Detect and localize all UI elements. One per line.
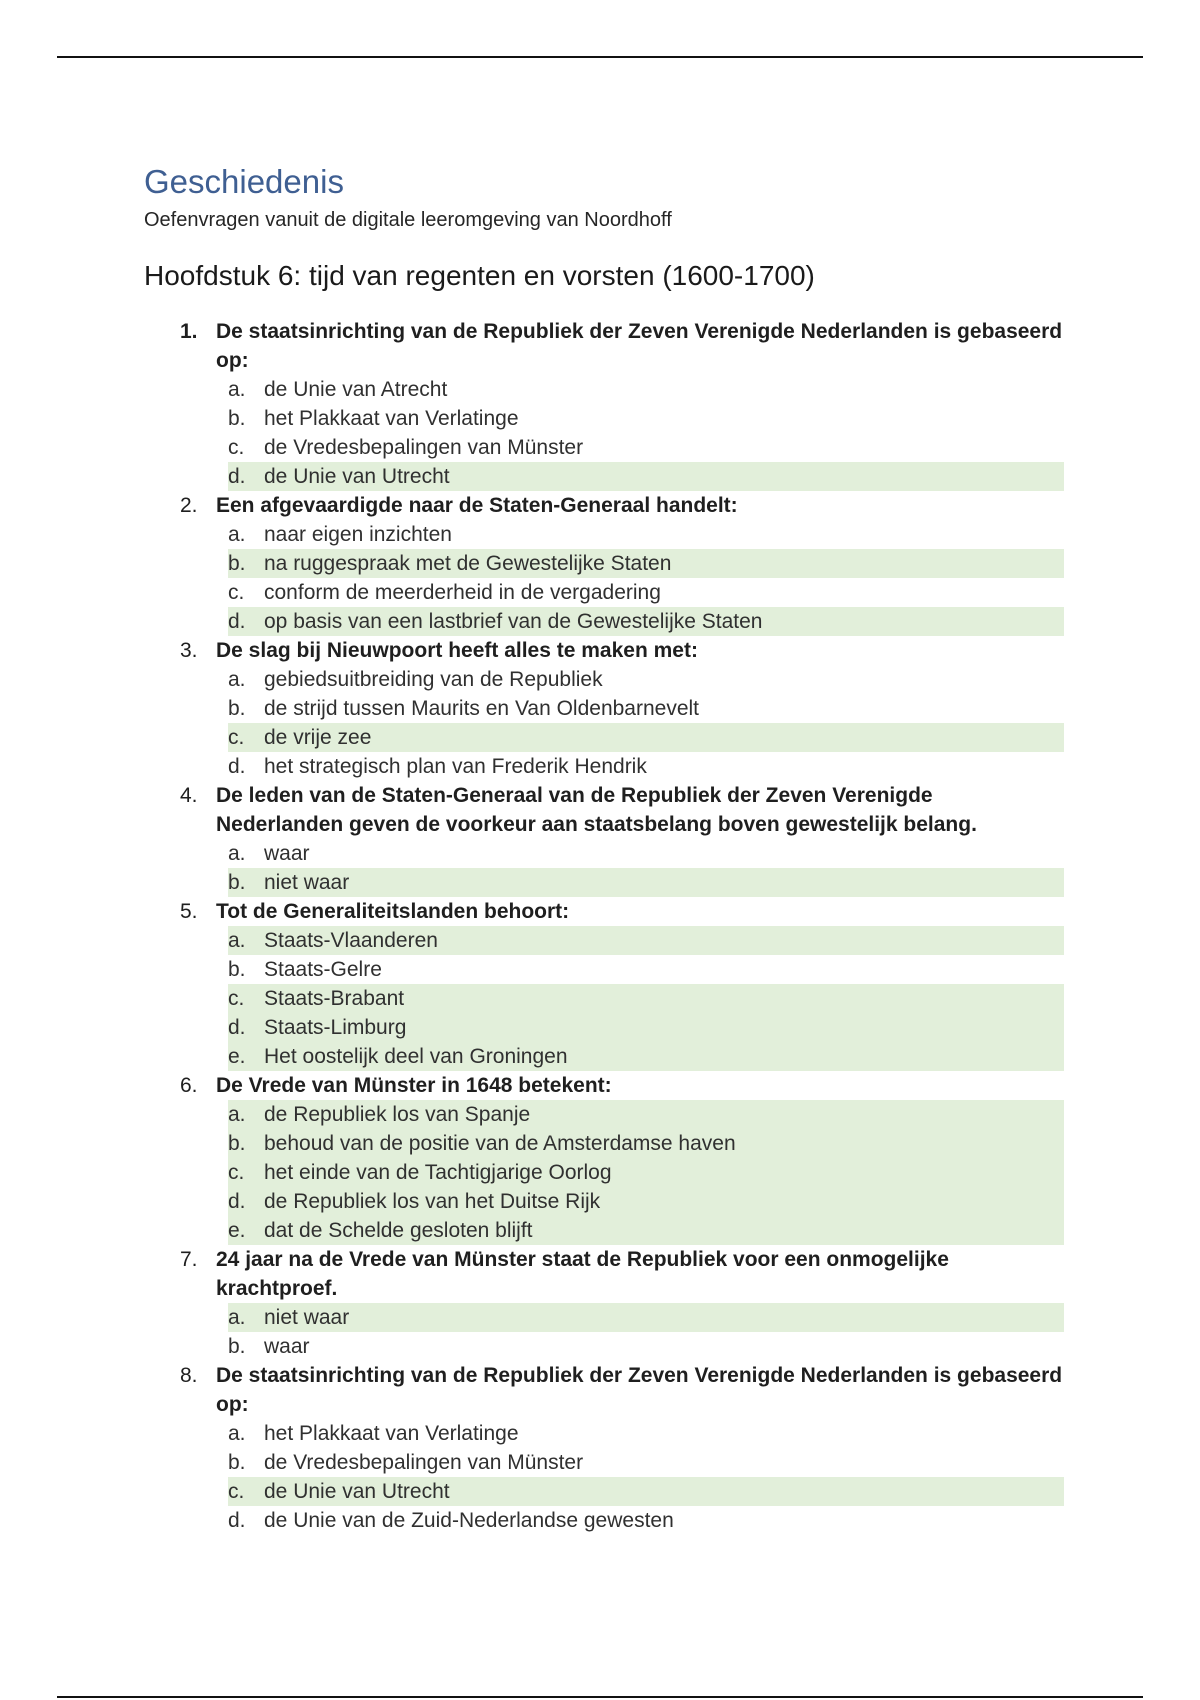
- answer-option: [228, 839, 1064, 868]
- option-letter: c.: [228, 726, 245, 750]
- option-letter: d.: [228, 465, 246, 489]
- option-text: conform de meerderheid in de vergadering: [264, 581, 661, 605]
- question-label: Tot de Generaliteitslanden behoort:: [216, 900, 570, 924]
- answer-option: [228, 607, 1064, 636]
- option-text: het strategisch plan van Frederik Hendrik: [264, 755, 647, 779]
- option-letter: e.: [228, 1045, 246, 1069]
- option-letter: a.: [228, 1306, 246, 1330]
- answer-option: [228, 1332, 1064, 1361]
- option-letter: a.: [228, 1103, 246, 1127]
- question-text: [144, 1361, 1064, 1419]
- option-letter: c.: [228, 436, 245, 460]
- option-text: Staats-Limburg: [264, 1016, 407, 1040]
- option-letter: a.: [228, 668, 246, 692]
- answer-option: [228, 578, 1064, 607]
- option-text: het Plakkaat van Verlatinge: [264, 407, 519, 431]
- question-number: 3.: [180, 639, 198, 663]
- question-text: [144, 897, 1064, 926]
- question-number: 7.: [180, 1248, 198, 1272]
- question-text: [144, 1071, 1064, 1100]
- option-text: de Unie van de Zuid-Nederlandse gewesten: [264, 1509, 674, 1533]
- option-letter: b.: [228, 1335, 246, 1359]
- answer-option: [228, 433, 1064, 462]
- answer-option: [228, 926, 1064, 955]
- question-list: [144, 317, 1064, 1535]
- option-letter: d.: [228, 610, 246, 634]
- option-letter: d.: [228, 1016, 246, 1040]
- answer-option: [228, 955, 1064, 984]
- option-text: de Republiek los van Spanje: [264, 1103, 531, 1127]
- header-rule: [57, 56, 1143, 58]
- question-label: 24 jaar na de Vrede van Münster staat de Republiek voor een onmogelijke krachtproef.: [216, 1248, 949, 1301]
- question-number: 4.: [180, 784, 198, 808]
- option-letter: a.: [228, 378, 246, 402]
- question-text: [144, 491, 1064, 520]
- option-letter: e.: [228, 1219, 246, 1243]
- answer-options: [144, 665, 1064, 781]
- answer-option: [228, 984, 1064, 1013]
- answer-option: [228, 1013, 1064, 1042]
- answer-options: [144, 375, 1064, 491]
- option-text: de Republiek los van het Duitse Rijk: [264, 1190, 601, 1214]
- answer-options: [144, 839, 1064, 897]
- option-text: de Unie van Utrecht: [264, 465, 450, 489]
- option-text: waar: [264, 842, 310, 866]
- answer-option: [228, 694, 1064, 723]
- question-text: [144, 636, 1064, 665]
- option-text: de Unie van Utrecht: [264, 1480, 450, 1504]
- document-title: Geschiedenis: [144, 163, 344, 200]
- option-text: waar: [264, 1335, 310, 1359]
- answer-option: [228, 520, 1064, 549]
- option-letter: b.: [228, 1451, 246, 1475]
- option-letter: c.: [228, 987, 245, 1011]
- option-text: Staats-Brabant: [264, 987, 405, 1011]
- option-text: gebiedsuitbreiding van de Republiek: [264, 668, 603, 692]
- option-letter: b.: [228, 958, 246, 982]
- question-number: 1.: [180, 320, 198, 344]
- answer-options: [144, 1419, 1064, 1535]
- option-letter: b.: [228, 697, 246, 721]
- answer-option: [228, 375, 1064, 404]
- option-letter: c.: [228, 1480, 245, 1504]
- answer-option: [228, 665, 1064, 694]
- question-1: [144, 317, 1064, 491]
- chapter-heading: Hoofdstuk 6: tijd van regenten en vorsten (1600-1700): [144, 260, 815, 291]
- option-letter: a.: [228, 842, 246, 866]
- answer-option: [228, 1303, 1064, 1332]
- answer-option: [228, 723, 1064, 752]
- option-text: de Vredesbepalingen van Münster: [264, 1451, 584, 1475]
- answer-option: [228, 1129, 1064, 1158]
- option-text: naar eigen inzichten: [264, 523, 452, 547]
- answer-option: [228, 1100, 1064, 1129]
- answer-options: [144, 1100, 1064, 1245]
- option-text: na ruggespraak met de Gewestelijke Staten: [264, 552, 672, 576]
- option-letter: a.: [228, 523, 246, 547]
- answer-option: [228, 1506, 1064, 1535]
- option-text: Staats-Gelre: [264, 958, 382, 982]
- option-letter: b.: [228, 552, 246, 576]
- option-text: behoud van de positie van de Amsterdamse haven: [264, 1132, 736, 1156]
- document-body: [144, 162, 1064, 1535]
- document-subtitle: Oefenvragen vanuit de digitale leeromgeving van Noordhoff: [144, 209, 672, 231]
- question-4: [144, 781, 1064, 897]
- option-text: de Vredesbepalingen van Münster: [264, 436, 584, 460]
- answer-option: [228, 404, 1064, 433]
- option-text: Het oostelijk deel van Groningen: [264, 1045, 568, 1069]
- answer-option: [228, 1448, 1064, 1477]
- question-text: [144, 317, 1064, 375]
- answer-option: [228, 868, 1064, 897]
- question-7: [144, 1245, 1064, 1361]
- option-text: niet waar: [264, 871, 350, 895]
- question-number: 5.: [180, 900, 198, 924]
- question-label: De Vrede van Münster in 1648 betekent:: [216, 1074, 612, 1098]
- option-text: dat de Schelde gesloten blijft: [264, 1219, 533, 1243]
- answer-option: [228, 462, 1064, 491]
- question-label: De leden van de Staten-Generaal van de Republiek der Zeven Verenigde Nederlanden geven de voorkeur aan staatsbelang boven gewestelijk belang.: [216, 784, 977, 837]
- option-text: op basis van een lastbrief van de Gewestelijke Staten: [264, 610, 763, 634]
- question-8: [144, 1361, 1064, 1535]
- option-text: het Plakkaat van Verlatinge: [264, 1422, 519, 1446]
- option-text: niet waar: [264, 1306, 350, 1330]
- option-letter: d.: [228, 1509, 246, 1533]
- question-label: De slag bij Nieuwpoort heeft alles te maken met:: [216, 639, 698, 663]
- question-5: [144, 897, 1064, 1071]
- option-letter: c.: [228, 1161, 245, 1185]
- answer-option: [228, 1477, 1064, 1506]
- option-text: de Unie van Atrecht: [264, 378, 448, 402]
- question-number: 8.: [180, 1364, 198, 1388]
- answer-options: [144, 1303, 1064, 1361]
- answer-option: [228, 1419, 1064, 1448]
- answer-options: [144, 926, 1064, 1071]
- footer-rule: [57, 1696, 1143, 1698]
- answer-options: [144, 520, 1064, 636]
- answer-option: [228, 1187, 1064, 1216]
- question-label: Een afgevaardigde naar de Staten-Generaal handelt:: [216, 494, 738, 518]
- question-text: [144, 781, 1064, 839]
- option-letter: d.: [228, 755, 246, 779]
- answer-option: [228, 1042, 1064, 1071]
- answer-option: [228, 1216, 1064, 1245]
- question-number: 6.: [180, 1074, 198, 1098]
- question-label: De staatsinrichting van de Republiek der Zeven Verenigde Nederlanden is gebaseerd op:: [216, 1364, 1063, 1417]
- question-number: 2.: [180, 494, 198, 518]
- option-text: de vrije zee: [264, 726, 372, 750]
- option-letter: b.: [228, 1132, 246, 1156]
- option-letter: c.: [228, 581, 245, 605]
- option-letter: a.: [228, 929, 246, 953]
- option-letter: d.: [228, 1190, 246, 1214]
- option-letter: a.: [228, 1422, 246, 1446]
- question-2: [144, 491, 1064, 636]
- answer-option: [228, 1158, 1064, 1187]
- option-text: het einde van de Tachtigjarige Oorlog: [264, 1161, 612, 1185]
- question-6: [144, 1071, 1064, 1245]
- option-text: de strijd tussen Maurits en Van Oldenbarnevelt: [264, 697, 700, 721]
- question-text: [144, 1245, 1064, 1303]
- question-3: [144, 636, 1064, 781]
- question-label: De staatsinrichting van de Republiek der Zeven Verenigde Nederlanden is gebaseerd op:: [216, 320, 1063, 373]
- option-letter: b.: [228, 407, 246, 431]
- option-text: Staats-Vlaanderen: [264, 929, 438, 953]
- answer-option: [228, 752, 1064, 781]
- option-letter: b.: [228, 871, 246, 895]
- answer-option: [228, 549, 1064, 578]
